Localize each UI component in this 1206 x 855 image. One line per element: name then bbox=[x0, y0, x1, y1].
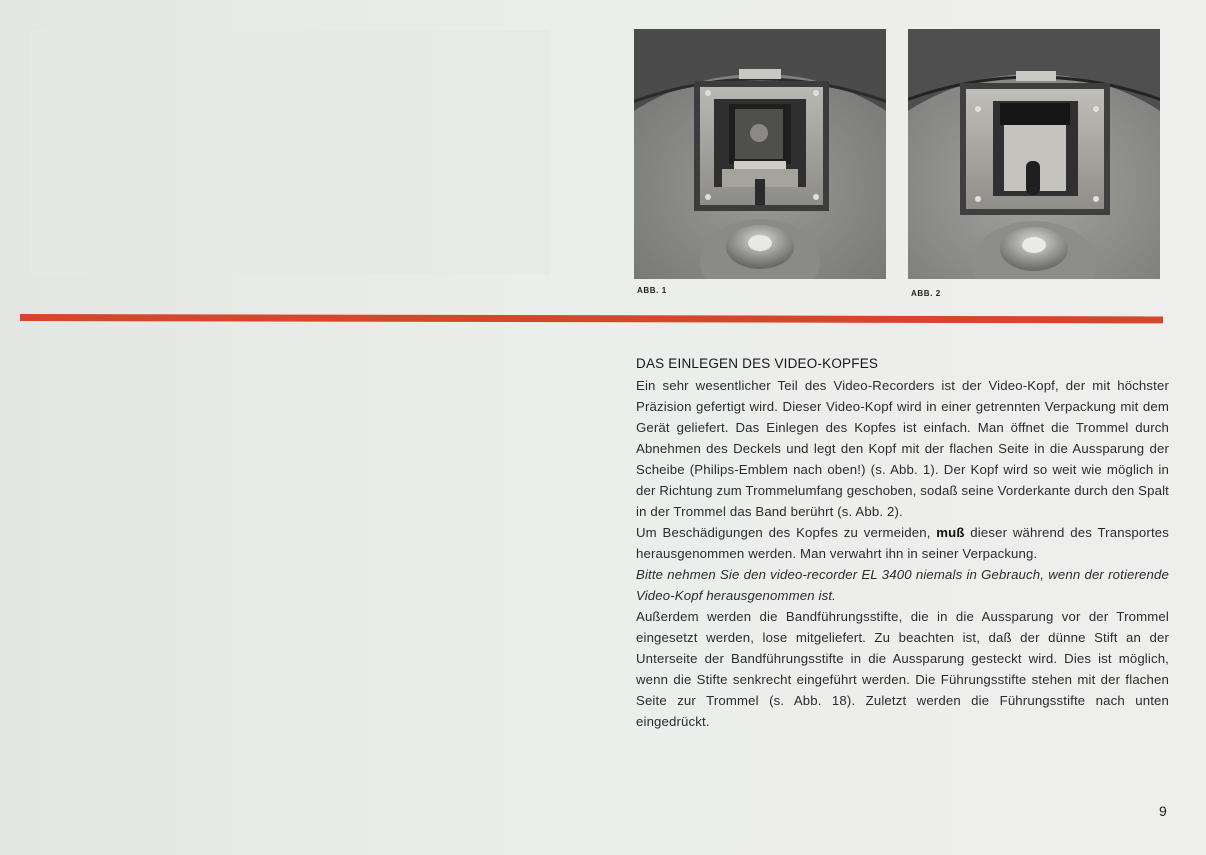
paragraph-guide-pins: Außerdem werden die Bandführungsstifte, die in die Aussparung vor der Trommel eingesetzt werden, lose mitgeliefert. Zu beachten ist, daß der dünne Stift an der Unterseite der Bandführungsstifte in die Aussparung gesteckt wird. Dies ist möglich, wenn die Stifte senkrecht eingeführt werden. Die Führungsstifte stehen mit der flachen Seite zur Trommel (s. Abb. 18). Zuletzt werden die Führungsstifte nach unten eingedrückt. bbox=[636, 609, 1169, 729]
text-column bbox=[636, 356, 1169, 732]
figure-2-caption: ABB. 2 bbox=[911, 289, 941, 298]
section-divider-rule bbox=[20, 314, 1163, 323]
paragraph-transport-end: dieser während des Transportes herausgenommen werden. Man verwahrt ihn in seiner Verpackung. bbox=[636, 525, 1169, 561]
video-head-pushed-image bbox=[908, 29, 1160, 279]
paragraph-warning: Bitte nehmen Sie den video-recorder EL 3400 niemals in Gebrauch, wenn der rotierende Video-Kopf herausgenommen ist. bbox=[636, 567, 1169, 603]
paragraph-transport-start: Um Beschädigungen des Kopfes zu vermeiden, bbox=[636, 525, 937, 540]
show-through-shadow bbox=[30, 30, 550, 275]
section-heading: DAS EINLEGEN DES VIDEO-KOPFES bbox=[636, 356, 879, 371]
page-number: 9 bbox=[1159, 803, 1167, 819]
emphasis-must: muß bbox=[936, 525, 965, 540]
figure-2-photo bbox=[908, 29, 1160, 279]
figure-1-caption: ABB. 1 bbox=[637, 286, 667, 295]
paragraph-transport bbox=[636, 522, 1169, 564]
paragraph-head-insertion: Ein sehr wesentlicher Teil des Video-Recorders ist der Video-Kopf, der mit höchster Präzision gefertigt wird. Dieser Video-Kopf wird in einer getrennten Verpackung mit dem Gerät geliefert. Das Einlegen des Kopfes ist einfach. Man öffnet die Trommel durch Abnehmen des Deckels und legt den Kopf mit der flachen Seite in die Aussparung der Scheibe (Philips-Emblem nach oben!) (s. Abb. 1). Der Kopf wird so weit wie möglich in der Richtung zum Trommelumfang geschoben, sodaß seine Vorderkante durch den Spalt in der Trommel das Band berührt (s. Abb. 2). bbox=[636, 378, 1169, 519]
video-head-inserted-image bbox=[634, 29, 886, 279]
figure-1-photo bbox=[634, 29, 886, 279]
